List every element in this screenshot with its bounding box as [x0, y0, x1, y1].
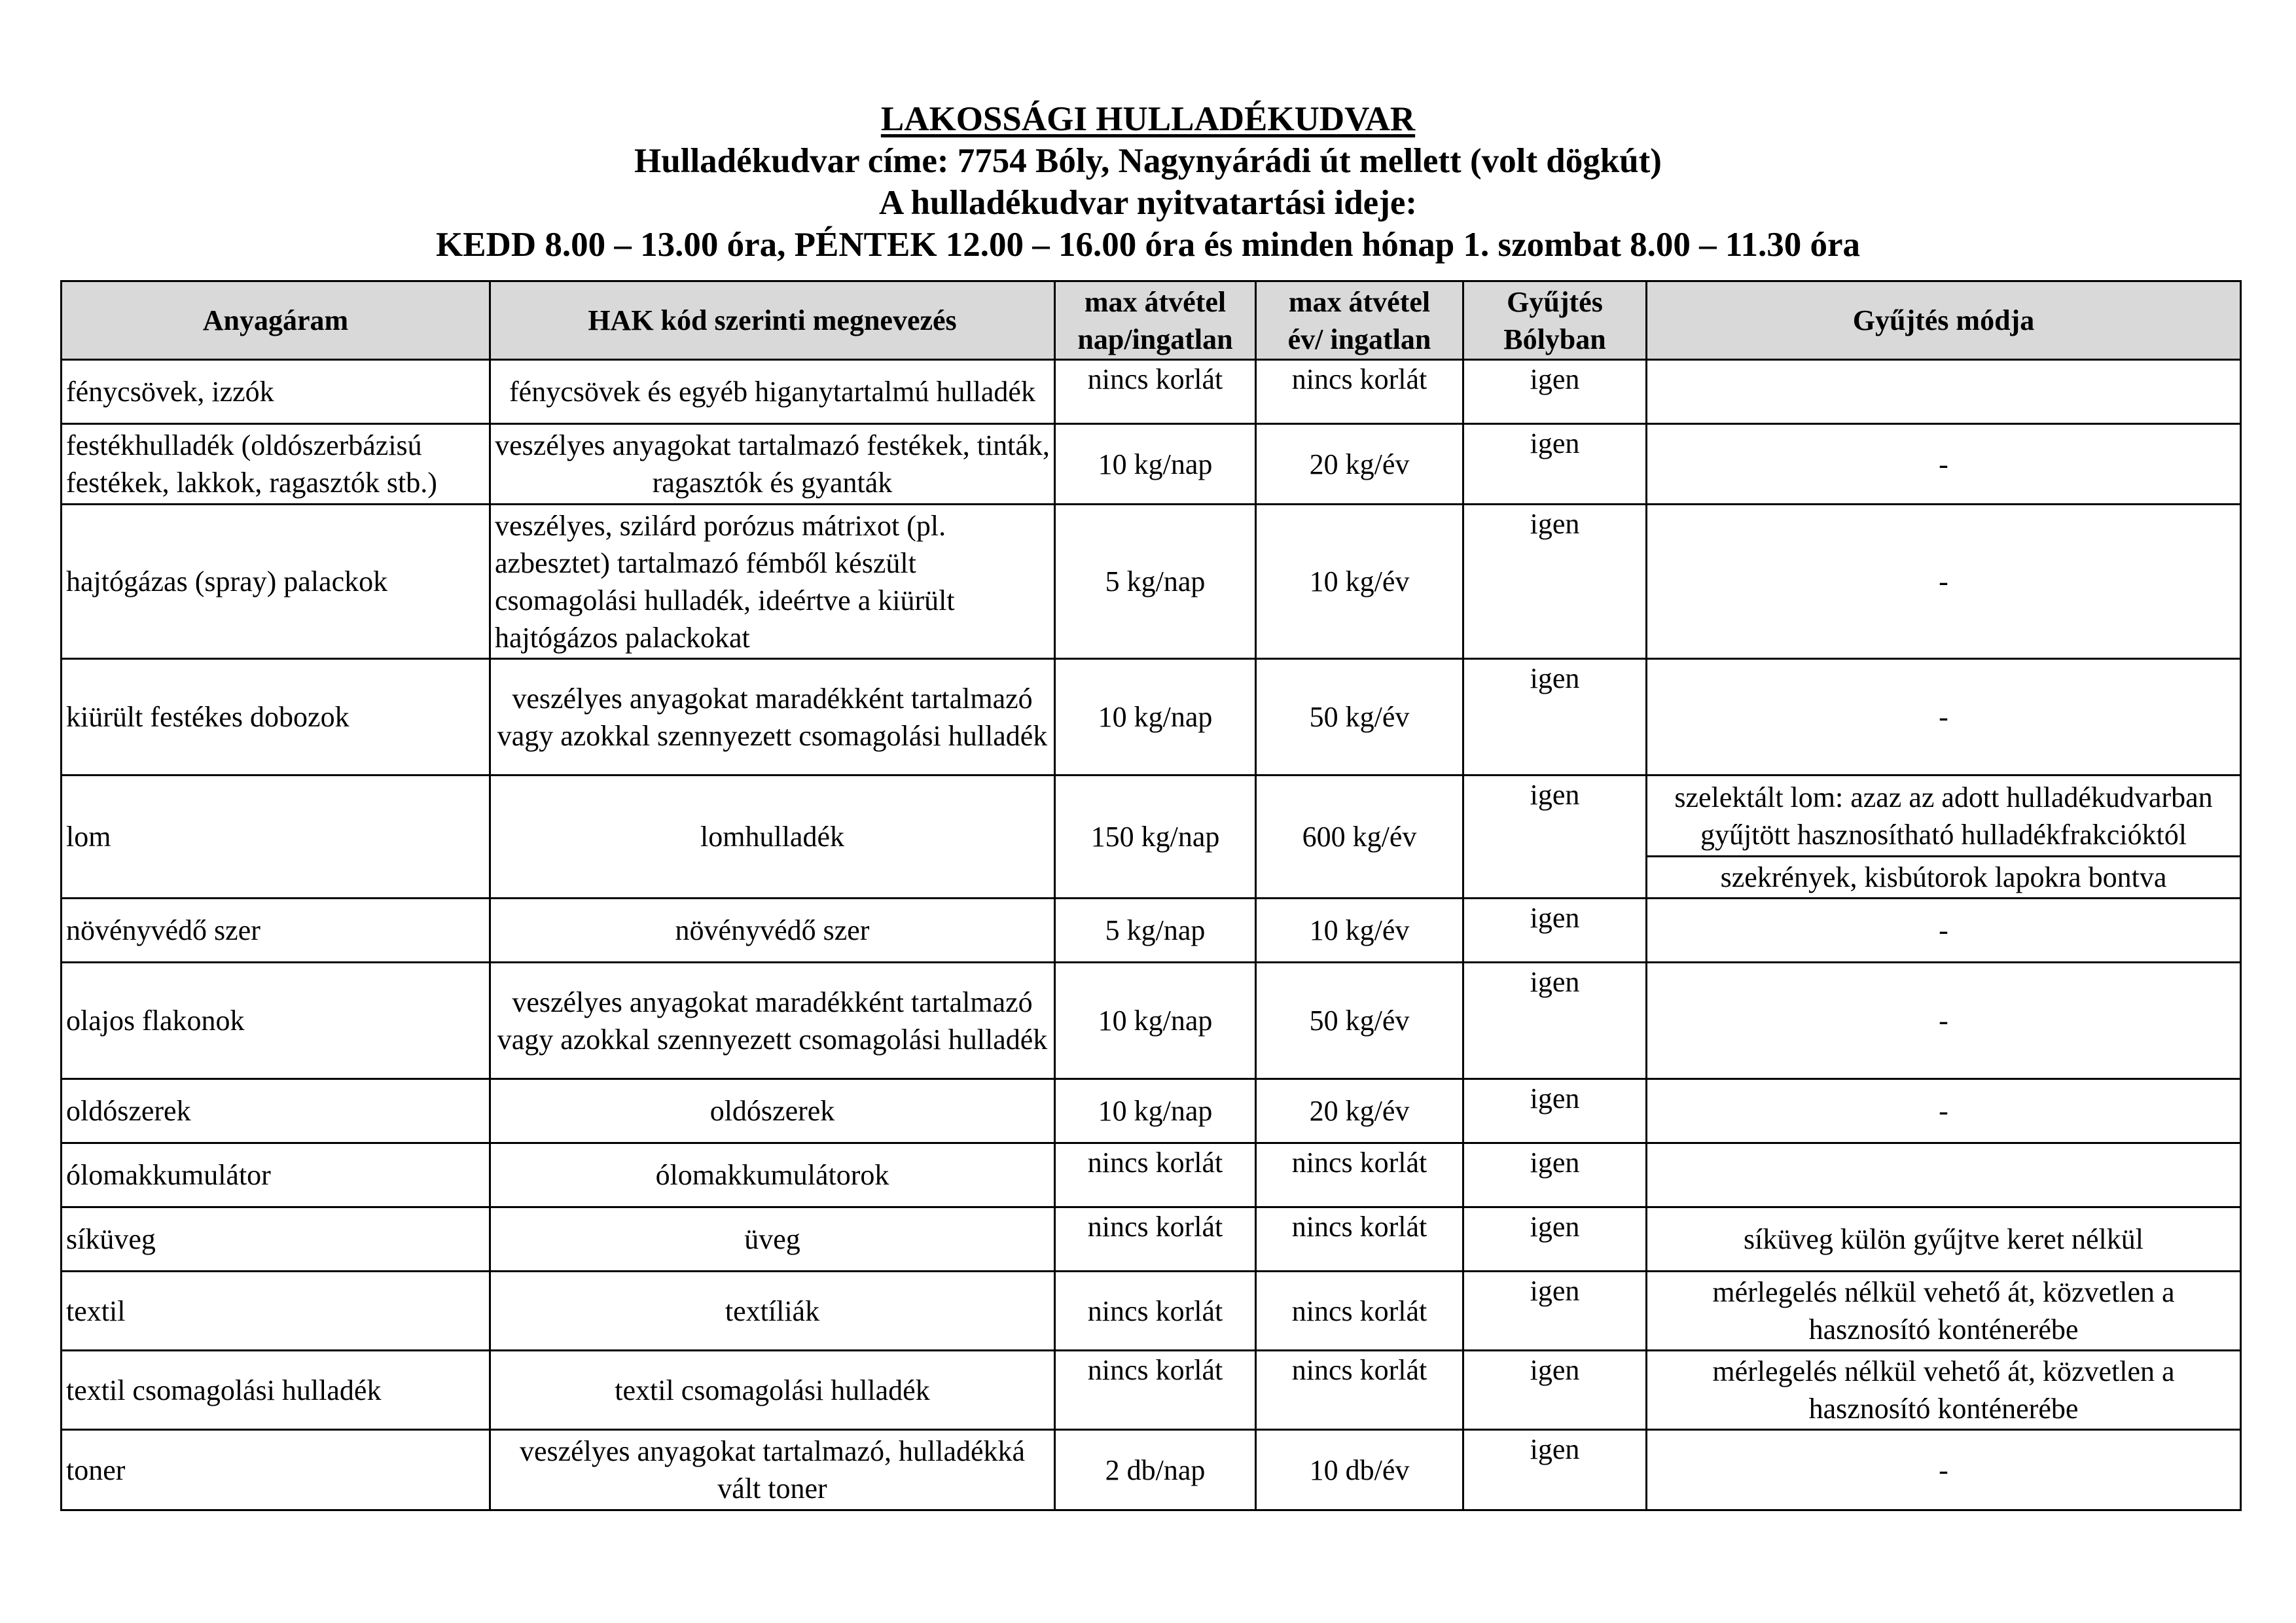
- cell-material: oldószerek: [62, 1079, 490, 1143]
- cell-collect: igen: [1463, 1143, 1647, 1207]
- header-collect-line2: Bólyban: [1503, 323, 1606, 355]
- header-max-year: [1256, 281, 1463, 360]
- table-row: [62, 1207, 2241, 1272]
- cell-material: textil csomagolási hulladék: [62, 1351, 490, 1430]
- waste-table: [60, 280, 2242, 1511]
- cell-mode: -: [1647, 1430, 2241, 1510]
- cell-max-year: 20 kg/év: [1256, 1079, 1463, 1143]
- cell-mode: síküveg külön gyűjtve keret nélkül: [1647, 1207, 2241, 1272]
- cell-hak: ólomakkumulátorok: [490, 1143, 1055, 1207]
- hours-label: A hulladékudvar nyitvatartási ideje:: [878, 184, 1418, 222]
- cell-hak: veszélyes, szilárd porózus mátrixot (pl. azbesztet) tartalmazó fémből készült csomagolási hulladék, ideértve a kiürült hajtógázos palackokat: [490, 505, 1055, 659]
- cell-material: festékhulladék (oldószerbázisú festékek, lakkok, ragasztók stb.): [62, 424, 490, 505]
- cell-max-day: nincs korlát: [1055, 1207, 1256, 1272]
- cell-max-day: nincs korlát: [1055, 1143, 1256, 1207]
- cell-collect: igen: [1463, 1351, 1647, 1430]
- header-max-day: [1055, 281, 1256, 360]
- cell-max-day: nincs korlát: [1055, 1351, 1256, 1430]
- table-row: [62, 424, 2241, 505]
- header-max-day-line2: nap/ingatlan: [1077, 323, 1233, 355]
- cell-material: síküveg: [62, 1207, 490, 1272]
- cell-hak: üveg: [490, 1207, 1055, 1272]
- cell-max-year: nincs korlát: [1256, 1351, 1463, 1430]
- table-row: [62, 1351, 2241, 1430]
- header-collect-line1: Gyűjtés: [1507, 285, 1603, 318]
- cell-hak: fénycsövek és egyéb higanytartalmú hulladék: [490, 360, 1055, 424]
- cell-collect: igen: [1463, 963, 1647, 1079]
- cell-mode: [1647, 360, 2241, 424]
- header-mode: Gyűjtés módja: [1647, 281, 2241, 360]
- cell-mode: -: [1647, 659, 2241, 776]
- cell-collect: igen: [1463, 360, 1647, 424]
- cell-max-day: 10 kg/nap: [1055, 963, 1256, 1079]
- cell-max-day: nincs korlát: [1055, 360, 1256, 424]
- cell-max-day: nincs korlát: [1055, 1272, 1256, 1351]
- cell-collect: igen: [1463, 505, 1647, 659]
- cell-material: toner: [62, 1430, 490, 1510]
- table-row: [62, 899, 2241, 963]
- cell-hak: veszélyes anyagokat tartalmazó festékek, tinták, ragasztók és gyanták: [490, 424, 1055, 505]
- cell-collect: igen: [1463, 776, 1647, 899]
- table-row: [62, 505, 2241, 659]
- cell-collect: igen: [1463, 659, 1647, 776]
- cell-mode: szelektált lom: azaz az adott hulladékudvarban gyűjtött hasznosítható hulladékfrakcióktól: [1647, 776, 2241, 857]
- cell-mode: -: [1647, 424, 2241, 505]
- cell-material: növényvédő szer: [62, 899, 490, 963]
- cell-hak: növényvédő szer: [490, 899, 1055, 963]
- cell-material: hajtógázas (spray) palackok: [62, 505, 490, 659]
- cell-max-day: 10 kg/nap: [1055, 1079, 1256, 1143]
- cell-collect: igen: [1463, 1207, 1647, 1272]
- cell-max-year: 600 kg/év: [1256, 776, 1463, 899]
- cell-mode: -: [1647, 963, 2241, 1079]
- cell-mode: [1647, 1143, 2241, 1207]
- table-row: [62, 360, 2241, 424]
- cell-max-year: 10 kg/év: [1256, 505, 1463, 659]
- table-row: [62, 1143, 2241, 1207]
- opening-hours: KEDD 8.00 – 13.00 óra, PÉNTEK 12.00 – 16.00 óra és minden hónap 1. szombat 8.00 – 11.30 óra: [435, 226, 1861, 264]
- table-row: [62, 1079, 2241, 1143]
- cell-max-year: nincs korlát: [1256, 1272, 1463, 1351]
- cell-material: fénycsövek, izzók: [62, 360, 490, 424]
- cell-hak: lomhulladék: [490, 776, 1055, 899]
- cell-mode-secondary: szekrények, kisbútorok lapokra bontva: [1647, 857, 2241, 899]
- cell-material: textil: [62, 1272, 490, 1351]
- header-max-year-line1: max átvétel: [1288, 285, 1431, 318]
- header-collect: [1463, 281, 1647, 360]
- header-hak: HAK kód szerinti megnevezés: [490, 281, 1055, 360]
- cell-hak: oldószerek: [490, 1079, 1055, 1143]
- cell-max-day: 2 db/nap: [1055, 1430, 1256, 1510]
- cell-mode: -: [1647, 899, 2241, 963]
- document-header: [0, 98, 2296, 266]
- cell-max-day: 5 kg/nap: [1055, 505, 1256, 659]
- cell-max-year: nincs korlát: [1256, 1207, 1463, 1272]
- cell-max-day: 10 kg/nap: [1055, 424, 1256, 505]
- cell-max-year: 50 kg/év: [1256, 963, 1463, 1079]
- table-header-row: [62, 281, 2241, 360]
- cell-material: kiürült festékes dobozok: [62, 659, 490, 776]
- cell-collect: igen: [1463, 1272, 1647, 1351]
- table-row: [62, 963, 2241, 1079]
- cell-max-year: 10 kg/év: [1256, 899, 1463, 963]
- cell-mode: mérlegelés nélkül vehető át, közvetlen a hasznosító konténerébe: [1647, 1272, 2241, 1351]
- cell-collect: igen: [1463, 1430, 1647, 1510]
- cell-max-year: nincs korlát: [1256, 1143, 1463, 1207]
- cell-max-day: 5 kg/nap: [1055, 899, 1256, 963]
- cell-mode: -: [1647, 505, 2241, 659]
- table-row: [62, 1272, 2241, 1351]
- cell-hak: veszélyes anyagokat maradékként tartalmazó vagy azokkal szennyezett csomagolási hulladék: [490, 963, 1055, 1079]
- table-row: [62, 1430, 2241, 1510]
- cell-max-year: 20 kg/év: [1256, 424, 1463, 505]
- cell-max-year: 10 db/év: [1256, 1430, 1463, 1510]
- table-row: [62, 776, 2241, 857]
- table-row: [62, 659, 2241, 776]
- cell-max-year: nincs korlát: [1256, 360, 1463, 424]
- document-title: LAKOSSÁGI HULLADÉKUDVAR: [880, 100, 1416, 138]
- cell-hak: textíliák: [490, 1272, 1055, 1351]
- cell-collect: igen: [1463, 1079, 1647, 1143]
- cell-mode: -: [1647, 1079, 2241, 1143]
- cell-hak: textil csomagolási hulladék: [490, 1351, 1055, 1430]
- header-max-year-line2: év/ ingatlan: [1287, 323, 1431, 355]
- cell-hak: veszélyes anyagokat tartalmazó, hulladékká vált toner: [490, 1430, 1055, 1510]
- cell-collect: igen: [1463, 424, 1647, 505]
- cell-material: olajos flakonok: [62, 963, 490, 1079]
- cell-material: ólomakkumulátor: [62, 1143, 490, 1207]
- address-line: Hulladékudvar címe: 7754 Bóly, Nagynyárádi út mellett (volt dögkút): [634, 142, 1662, 180]
- cell-max-year: 50 kg/év: [1256, 659, 1463, 776]
- cell-collect: igen: [1463, 899, 1647, 963]
- cell-max-day: 150 kg/nap: [1055, 776, 1256, 899]
- header-material: Anyagáram: [62, 281, 490, 360]
- cell-hak: veszélyes anyagokat maradékként tartalmazó vagy azokkal szennyezett csomagolási hulladék: [490, 659, 1055, 776]
- cell-max-day: 10 kg/nap: [1055, 659, 1256, 776]
- header-max-day-line1: max átvétel: [1084, 285, 1227, 318]
- cell-mode: mérlegelés nélkül vehető át, közvetlen a hasznosító konténerébe: [1647, 1351, 2241, 1430]
- cell-material: lom: [62, 776, 490, 899]
